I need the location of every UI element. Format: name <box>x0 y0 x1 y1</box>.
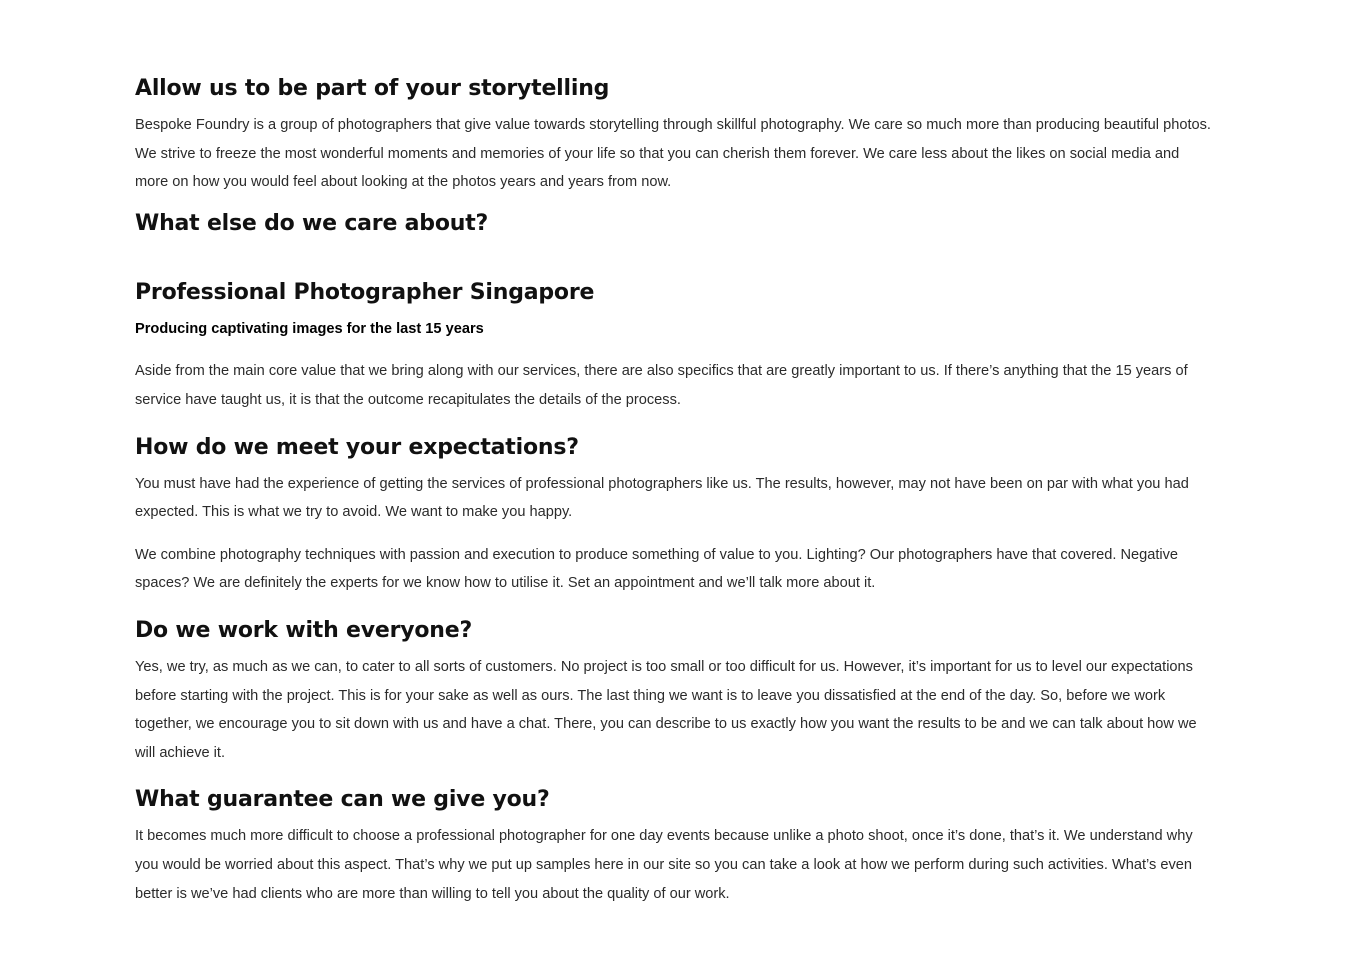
guarantee-heading: What guarantee can we give you? <box>135 787 550 813</box>
guarantee-paragraph: It becomes much more difficult to choose a professional photographer for one day events because unlike a photo shoot, once it’s done, that’s it. We understand why you would be worried about this aspect. That’s why we put up samples here in our site so you can take a look at how we perform during such activities. What’s even better is we’ve had clients who are more than willing to tell you about the quality of our work. <box>135 828 1193 902</box>
everyone-heading: Do we work with everyone? <box>135 617 473 643</box>
main-content <box>135 72 1215 908</box>
expectations-heading: How do we meet your expectations? <box>135 434 579 460</box>
professional-paragraph: Aside from the main core value that we bring along with our services, there are also specifics that are greatly important to us. If there’s anything that the 15 years of service have taught us, it is that the outcome recapitulates the details of the process. <box>135 363 1188 408</box>
expectations-paragraph-2: We combine photography techniques with passion and execution to produce something of value to you. Lighting? Our photographers have that covered. Negative spaces? We are definitely the experts for we know how to utilise it. Set an appointment and we’ll talk more about it. <box>135 546 1179 592</box>
everyone-paragraph: Yes, we try, as much as we can, to cater to all sorts of customers. No project is too small or too difficult for us. However, it’s important for us to level our expectations before starting with the project. This is for your sake as well as ours. The last thing we want is to leave you dissatisfied at the end of the day. So, before we work together, we encourage you to sit down with us and have a chat. There, you can describe to us exactly how you want the results to be and we can talk about how we will achieve it. <box>135 658 1197 761</box>
storytelling-paragraph: Bespoke Foundry is a group of photographers that give value towards storytelling through skillful photography. We care so much more than producing beautiful photos. We strive to freeze the most wonderful moments and memories of your life so that you can cherish them forever. We care less about the likes on social media and more on how you would feel about looking at the photos years and years from now. <box>135 117 1211 191</box>
professional-heading: Professional Photographer Singapore <box>135 279 595 305</box>
care-heading: What else do we care about? <box>135 210 489 236</box>
expectations-paragraph-1: You must have had the experience of getting the services of professional photographers like us. The results, however, may not have been on par with what you had expected. This is what we try to avoid. We want to make you happy. <box>135 475 1189 521</box>
storytelling-heading: Allow us to be part of your storytelling <box>135 76 610 101</box>
professional-subheading: Producing captivating images for the last 15 years <box>135 320 484 337</box>
